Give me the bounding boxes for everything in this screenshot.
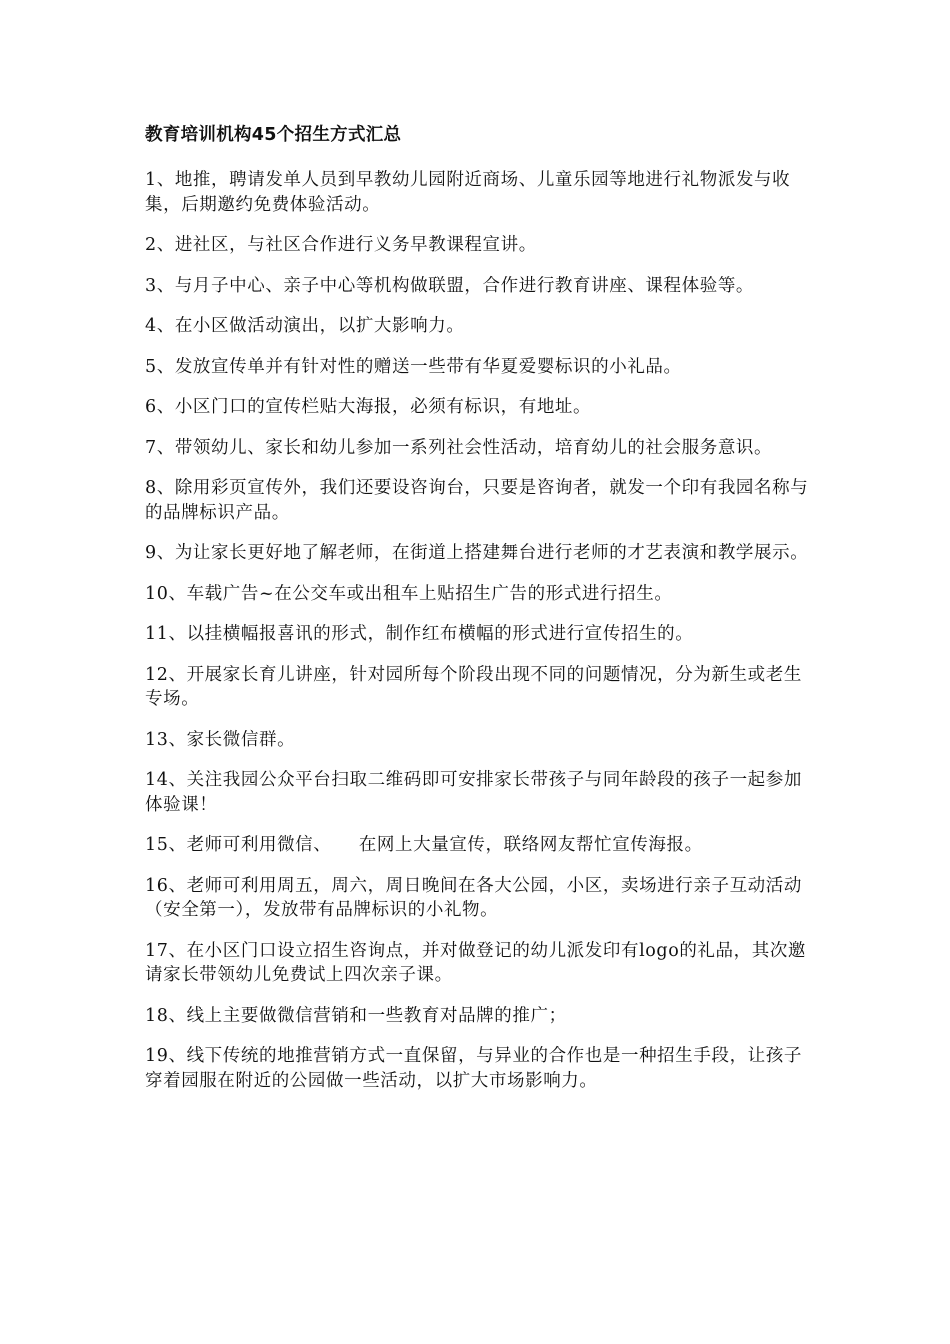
- list-item: 1、地推，聘请发单人员到早教幼儿园附近商场、儿童乐园等地进行礼物派发与收集，后期邀约免费体验活动。: [145, 170, 791, 215]
- list-item: 18、线上主要做微信营销和一些教育对品牌的推广；: [145, 1005, 567, 1026]
- document-title: 教育培训机构45个招生方式汇总: [145, 125, 402, 145]
- list-item: 7、带领幼儿、家长和幼儿参加一系列社会性活动，培育幼儿的社会服务意识。: [145, 437, 773, 458]
- list-item: 6、小区门口的宣传栏贴大海报，必须有标识，有地址。: [145, 397, 592, 417]
- list-item: 8、除用彩页宣传外，我们还要设咨询台，只要是咨询者，就发一个印有我园名称与的品牌标识产品。: [145, 478, 809, 523]
- list-item: 15、老师可利用微信、 在网上大量宣传，联络网友帮忙宣传海报。: [145, 835, 703, 855]
- list-item: 5、发放宣传单并有针对性的赠送一些带有华夏爱婴标识的小礼品。: [145, 356, 682, 377]
- list-item: 10、车载广告~在公交车或出租车上贴招生广告的形式进行招生。: [145, 583, 673, 604]
- list-item: 4、在小区做活动演出，以扩大影响力。: [145, 316, 465, 336]
- list-item: 14、关注我园公众平台扫取二维码即可安排家长带孩子与同年龄段的孩子一起参加体验课！: [145, 770, 802, 815]
- list-item: 16、老师可利用周五，周六，周日晚间在各大公园，小区，卖场进行亲子互动活动（安全第一），发放带有品牌标识的小礼物。: [145, 875, 802, 920]
- list-item: 17、在小区门口设立招生咨询点，并对做登记的幼儿派发印有logo的礼品，其次邀请家长带领幼儿免费试上四次亲子课。: [145, 940, 807, 985]
- list-item: 11、以挂横幅报喜讯的形式，制作红布横幅的形式进行宣传招生的。: [145, 624, 694, 644]
- list-item: 13、家长微信群。: [145, 729, 296, 750]
- list-item: 3、与月子中心、亲子中心等机构做联盟，合作进行教育讲座、课程体验等。: [145, 275, 755, 296]
- list-item: 9、为让家长更好地了解老师，在街道上搭建舞台进行老师的才艺表演和教学展示。: [145, 543, 809, 563]
- list-item: 12、开展家长育儿讲座，针对园所每个阶段出现不同的问题情况，分为新生或老生专场。: [145, 664, 802, 709]
- document-body: [145, 122, 815, 1109]
- list-item: 2、进社区，与社区合作进行义务早教课程宣讲。: [145, 235, 537, 255]
- list-item: 19、线下传统的地推营销方式一直保留，与异业的合作也是一种招生手段，让孩子穿着园服在附近的公园做一些活动，以扩大市场影响力。: [145, 1046, 802, 1091]
